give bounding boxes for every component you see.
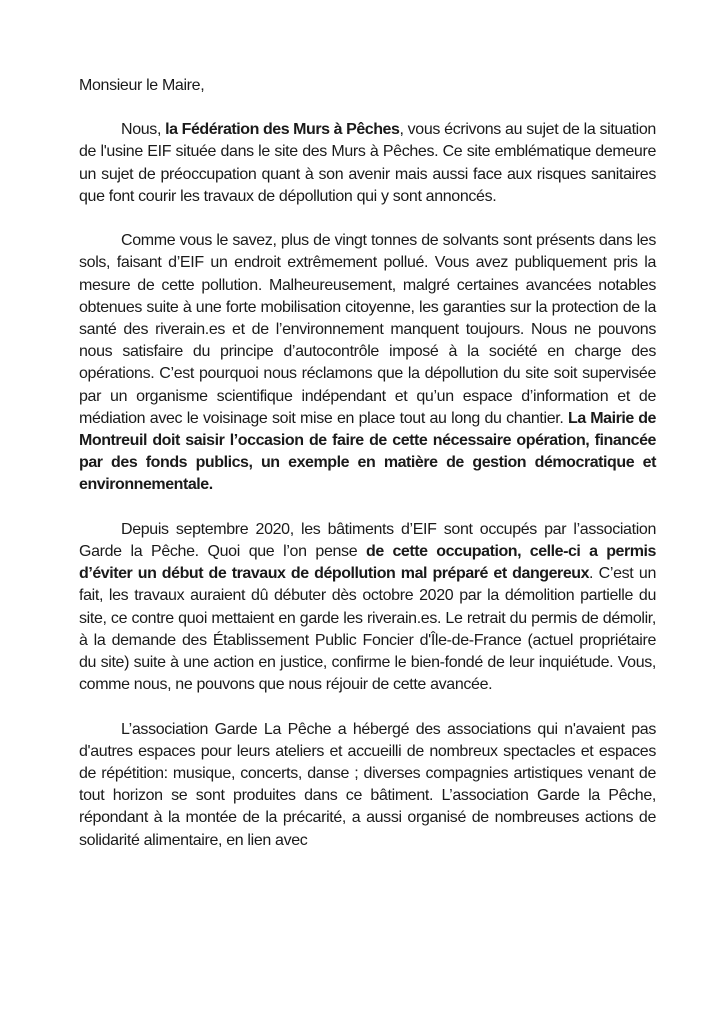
salutation: Monsieur le Maire, xyxy=(79,77,205,94)
text-segment: . C’est un fait, les travaux auraient dû débuter dès octobre 2020 par la démolition partielle du site, ce contre quoi mettaient en garde les riverain.es. Le retrait du permis de démolir, à la demande des Établissement Public Foncier d'Île-de-France (actuel propriétaire du site) suite à une action en justice, confirme le bien-fondé de leur inquiétude. Vous, comme nous, ne pouvons que nous réjouir de cette avancée. xyxy=(79,565,656,694)
bold-text-segment: La Mairie de Montreuil doit saisir l’occasion de faire de cette nécessaire opération, financée par des fonds publics, un exemple en matière de gestion démocratique et environnementale. xyxy=(79,409,657,494)
text-segment: Comme vous le savez, plus de vingt tonnes de solvants sont présents dans les sols, faisant d’EIF un endroit extrêmement pollué. Vous avez publiquement pris la mesure de cette pollution. Malheureusement, malgré certaines avancées notables obtenues suite à une forte mobilisation citoyenne, les garanties sur la protection de la santé des riverain.es et de l’environnement manquent toujours. Nous ne pouvons nous satisfaire du principe d’autocontrôle imposé à la société en charge des opérations. C’est pourquoi nous réclamons que la dépollution du site soit supervisée par un organisme scientifique indépendant et qu’un espace d’information et de médiation avec le voisinage soit mise en place tout au long du chantier. xyxy=(79,232,656,427)
text-segment: Nous, xyxy=(121,121,166,139)
paragraph-association-activities xyxy=(79,719,656,852)
text-segment: Depuis septembre 2020, les bâtiments d’EIF sont occupés par l’association Garde la Pêche. Quoi que l’on pense xyxy=(79,520,656,561)
paragraph-occupation xyxy=(79,519,656,697)
paragraph-pollution xyxy=(79,230,656,496)
paragraph-introduction xyxy=(79,119,656,208)
bold-text-segment: de cette occupation, celle-ci a permis d’éviter un début de travaux de dépollution mal préparé et dangereux xyxy=(79,543,656,583)
text-segment: , vous écrivons au sujet de la situation de l'usine EIF située dans le site des Murs à Pêches. Ce site emblématique demeure un sujet de préoccupation quant à son avenir mais aussi face aux risques sanitaires que font courir les travaux de dépollution qui y sont annoncés. xyxy=(79,121,656,205)
bold-text-segment: la Fédération des Murs à Pêches xyxy=(165,121,400,139)
letter-page xyxy=(79,75,656,874)
text-segment: L’association Garde La Pêche a hébergé des associations qui n'avaient pas d'autres espaces pour leurs ateliers et accueilli de nombreux spectacles et espaces de répétition: musique, concerts, danse ; diverses compagnies artistiques venant de tout horizon se sont produites dans ce bâtiment. L’association Garde la Pêche, répondant à la montée de la précarité, a aussi organisé de nombreuses actions de solidarité alimentaire, en lien avec xyxy=(79,720,656,849)
